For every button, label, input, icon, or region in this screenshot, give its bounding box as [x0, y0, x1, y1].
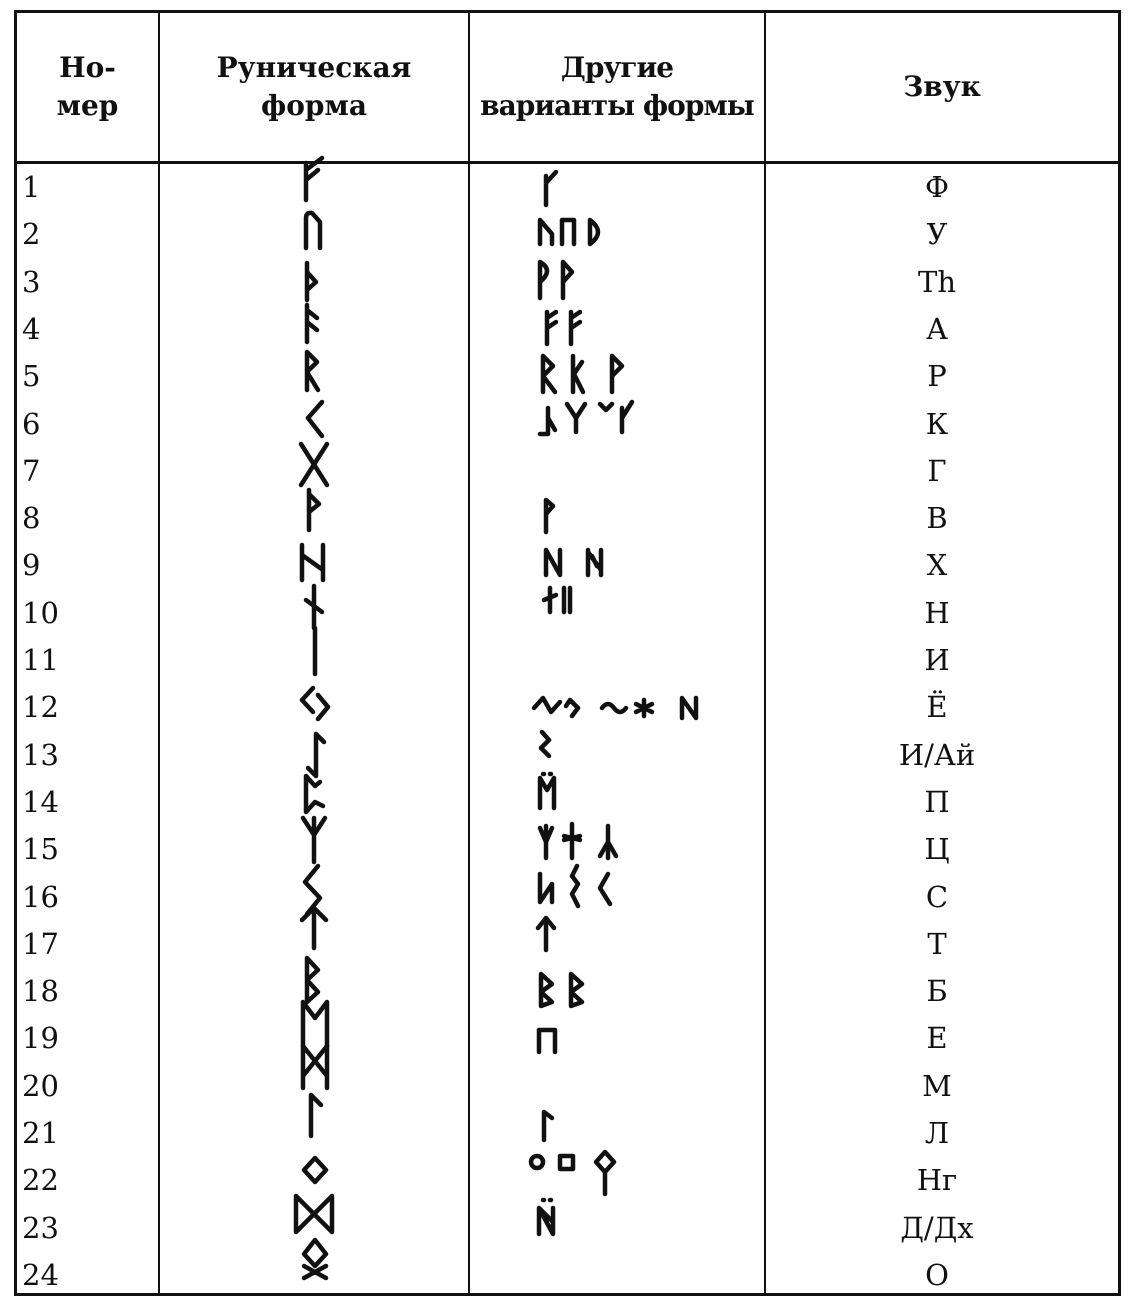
row-sound: Ф: [924, 170, 950, 204]
row-number: 14: [22, 785, 59, 819]
row-sound: У: [926, 217, 948, 251]
variant-hagalaz-icon: [546, 550, 601, 575]
rune-jera-icon: [302, 688, 328, 719]
rune-mannaz-icon: [303, 1046, 327, 1088]
row-sound: К: [925, 407, 949, 441]
variant-naudiz-icon: [544, 588, 570, 612]
row-sound: Х: [926, 548, 948, 582]
variant-uruz-icon: [540, 220, 598, 244]
row-number: 15: [22, 832, 59, 866]
row-sound: Г: [927, 454, 947, 488]
row-number: 12: [22, 690, 59, 724]
row-number: 6: [22, 407, 41, 441]
row-sound: Th: [917, 265, 957, 299]
header-sound-label: Звук: [903, 70, 981, 103]
row-sound: С: [925, 880, 949, 914]
variant-dagaz-icon: [539, 1200, 553, 1234]
row-sound: В: [926, 501, 948, 535]
row-sound: Д/Дх: [900, 1211, 974, 1245]
rune-thurisaz-icon: [307, 263, 316, 300]
variant-fehu-icon: [546, 172, 556, 205]
variant-jera-icon: [534, 698, 696, 718]
variant-ehwaz-icon: [539, 1030, 555, 1052]
row-sound: Б: [926, 974, 948, 1008]
rune-algiz-icon: [303, 818, 325, 862]
rune-ingwaz-icon: [304, 1158, 326, 1182]
rune-kaunan-icon: [308, 402, 322, 436]
row-sound: Ё: [926, 690, 948, 724]
rune-ehwaz-icon: [303, 1002, 327, 1046]
row-sound: Л: [924, 1116, 950, 1150]
header-number-line2: мер: [56, 89, 119, 122]
rune-wunjo-icon: [309, 490, 319, 530]
variant-tiwaz-icon: [538, 918, 554, 950]
variant-ansuz-icon: [547, 312, 580, 344]
rune-uruz-icon: [306, 213, 320, 248]
row-number: 23: [22, 1211, 59, 1245]
variant-raido-icon: [543, 356, 622, 392]
variant-ingwaz-icon: [531, 1152, 614, 1194]
row-sound: Н: [924, 596, 950, 630]
row-sound: М: [922, 1069, 952, 1103]
variant-sowilo-icon: [540, 866, 610, 906]
row-sound: Е: [926, 1021, 948, 1055]
rune-eihwaz-icon: [308, 734, 324, 776]
row-sound: Ц: [924, 832, 950, 866]
rune-perth-icon: [306, 776, 323, 812]
rune-tiwaz-icon: [302, 908, 326, 948]
header-variants-line1: Другие: [560, 51, 674, 84]
row-number: 11: [22, 643, 59, 677]
row-sound: Т: [927, 927, 947, 961]
header-variants-line2: варианты формы: [480, 89, 754, 122]
rune-berkano-icon: [307, 958, 318, 1002]
rune-naudiz-icon: [306, 586, 322, 628]
row-sound: И: [924, 643, 950, 677]
row-number: 10: [22, 596, 59, 630]
variant-laguz-icon: [544, 1112, 552, 1140]
rune-othala-icon: [304, 1240, 326, 1278]
row-number: 21: [22, 1116, 59, 1150]
rune-raido-icon: [307, 352, 318, 390]
row-number: 19: [22, 1021, 59, 1055]
row-number: 13: [22, 738, 59, 772]
row-sound: П: [924, 785, 950, 819]
row-sound: А: [926, 312, 948, 346]
row-number: 8: [22, 501, 41, 535]
row-number: 5: [22, 359, 41, 393]
row-number: 3: [22, 265, 41, 299]
row-sound: О: [925, 1258, 949, 1292]
header-runic-line1: Руническая: [216, 51, 412, 84]
rune-hagalaz-icon: [302, 545, 323, 580]
header-number-line1: Но-: [59, 51, 116, 84]
variant-perth-icon: [540, 774, 554, 808]
variant-berkano-icon: [541, 974, 582, 1006]
row-number: 7: [22, 454, 41, 488]
row-sound: И/Ай: [898, 738, 976, 772]
row-sound: Нг: [916, 1163, 958, 1197]
row-number: 18: [22, 974, 59, 1008]
row-number: 1: [22, 170, 41, 204]
rune-gebo-icon: [301, 444, 327, 485]
row-number: 16: [22, 880, 59, 914]
variant-kaunan-icon: [540, 402, 632, 434]
row-number: 2: [22, 217, 41, 251]
variant-thurisaz-icon: [540, 262, 572, 298]
rune-dagaz-icon: [296, 1196, 332, 1232]
row-number: 4: [22, 312, 41, 346]
variant-wunjo-icon: [546, 500, 553, 532]
rune-ansuz-icon: [307, 305, 317, 342]
rune-laguz-icon: [311, 1095, 321, 1136]
row-number: 17: [22, 927, 59, 961]
row-number: 9: [22, 548, 41, 582]
variant-eihwaz-icon: [541, 732, 549, 756]
header-runic-line2: форма: [261, 89, 367, 122]
variant-algiz-icon: [540, 824, 616, 858]
row-number: 22: [22, 1163, 59, 1197]
row-number: 24: [22, 1258, 59, 1292]
row-number: 20: [22, 1069, 59, 1103]
row-sound: Р: [927, 359, 947, 393]
rune-fehu-icon: [306, 158, 322, 200]
